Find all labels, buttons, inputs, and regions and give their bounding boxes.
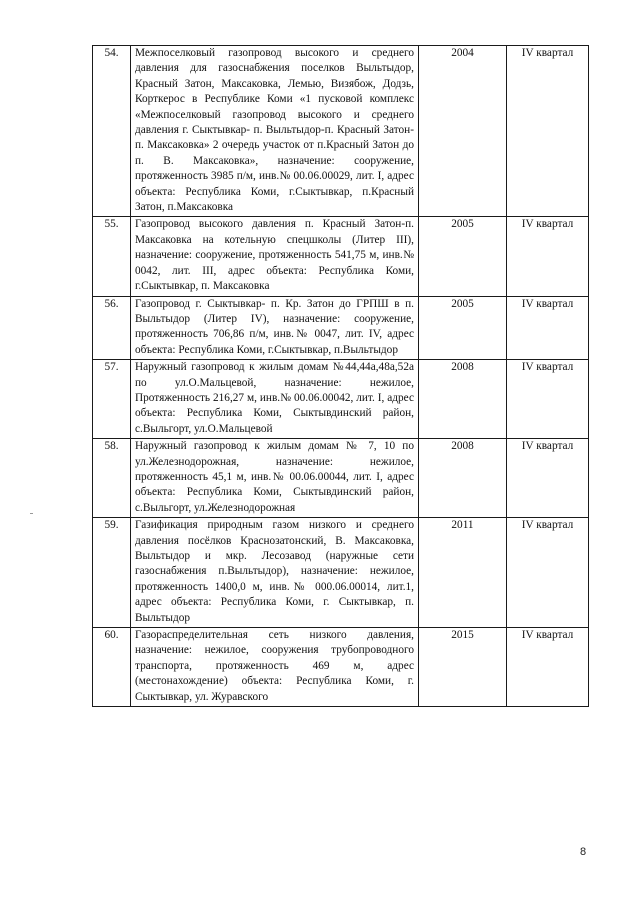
object-description: Наружный газопровод к жилым домам № 7, 10 по ул.Железнодорожная, назначение: нежилое, протяженность 45,1 м, инв.№ 00.06.00044, лит. I, адрес объекта: Республика Коми, Сыктывдинский район, с.Выльгорт, ул.Железнодорожная [131, 439, 419, 518]
page-number: 8 [580, 846, 587, 858]
object-description: Газопровод г. Сыктывкар- п. Кр. Затон до ГРПШ в п. Выльтыдор (Литер IV), назначение: сооружение, протяженность 706,86 п/м, инв.№ 0047, лит. IV, адрес объекта: Республика Коми, г.Сыктывкар, п.Выльтыдор [131, 296, 419, 360]
quarter-cell: IV квартал [507, 217, 589, 296]
year-cell: 2004 [419, 46, 507, 217]
object-description: Межпоселковый газопровод высокого и среднего давления для газоснабжения поселков Выльтыдор, Красный Затон, Максаковка, Лемью, Визябож, Додзь, Корткерос в Республике Коми «1 пусковой комплекс «Межпоселковый газопровод высокого и среднего давления г. Сыктывкар- п. Выльтыдор-п. Красный Затон-п. Максаковка» 2 очередь участок от п.Красный Затон до п. В. Максаковка», назначение: сооружение, протяженность 3985 п/м, инв.№ 00.06.00029, лит. I, адрес объекта: Республика Коми, г.Сыктывкар, п.Красный Затон, п.Максаковка [131, 46, 419, 217]
quarter-cell: IV квартал [507, 628, 589, 707]
year-cell: 2008 [419, 439, 507, 518]
row-number: 58. [93, 439, 131, 518]
quarter-cell: IV квартал [507, 518, 589, 628]
row-number: 60. [93, 628, 131, 707]
scan-mark [30, 513, 33, 514]
object-description: Газопровод высокого давления п. Красный Затон-п. Максаковка на котельную спецшколы (Литер III), назначение: сооружение, протяженность 541,75 м, инв.№ 0042, лит. III, адрес объекта: Республика Коми, г.Сыктывкар, п. Максаковка [131, 217, 419, 296]
table-row [93, 518, 589, 628]
year-cell: 2008 [419, 360, 507, 439]
year-cell: 2005 [419, 217, 507, 296]
property-table [92, 45, 589, 707]
object-description: Газораспределительная сеть низкого давления, назначение: нежилое, сооружения трубопроводного транспорта, протяженность 469 м, адрес (местонахождение) объекта: Республика Коми, г. Сыктывкар, ул. Журавского [131, 628, 419, 707]
quarter-cell: IV квартал [507, 296, 589, 360]
row-number: 59. [93, 518, 131, 628]
table-row [93, 628, 589, 707]
row-number: 56. [93, 296, 131, 360]
object-description: Газификация природным газом низкого и среднего давления посёлков Краснозатонский, В. Максаковка, Выльтыдор и мкр. Лесозавод (наружные сети газоснабжения п.Выльтыдор), назначение: нежилое, протяженность 1400,0 м, инв.№ 000.06.00014, лит.1, адрес объекта: Республика Коми, г. Сыктывкар, п. Выльтыдор [131, 518, 419, 628]
quarter-cell: IV квартал [507, 439, 589, 518]
table-row [93, 360, 589, 439]
quarter-cell: IV квартал [507, 360, 589, 439]
row-number: 55. [93, 217, 131, 296]
table-row [93, 439, 589, 518]
row-number: 54. [93, 46, 131, 217]
table-row [93, 296, 589, 360]
row-number: 57. [93, 360, 131, 439]
year-cell: 2005 [419, 296, 507, 360]
quarter-cell: IV квартал [507, 46, 589, 217]
object-description: Наружный газопровод к жилым домам №44,44а,48а,52а по ул.О.Мальцевой, назначение: нежилое, Протяженность 216,27 м, инв.№ 00.06.00042, лит. I, адрес объекта: Республика Коми, Сыктывдинский район, с.Выльгорт, ул.О.Мальцевой [131, 360, 419, 439]
year-cell: 2015 [419, 628, 507, 707]
table-row [93, 217, 589, 296]
year-cell: 2011 [419, 518, 507, 628]
table-row [93, 46, 589, 217]
